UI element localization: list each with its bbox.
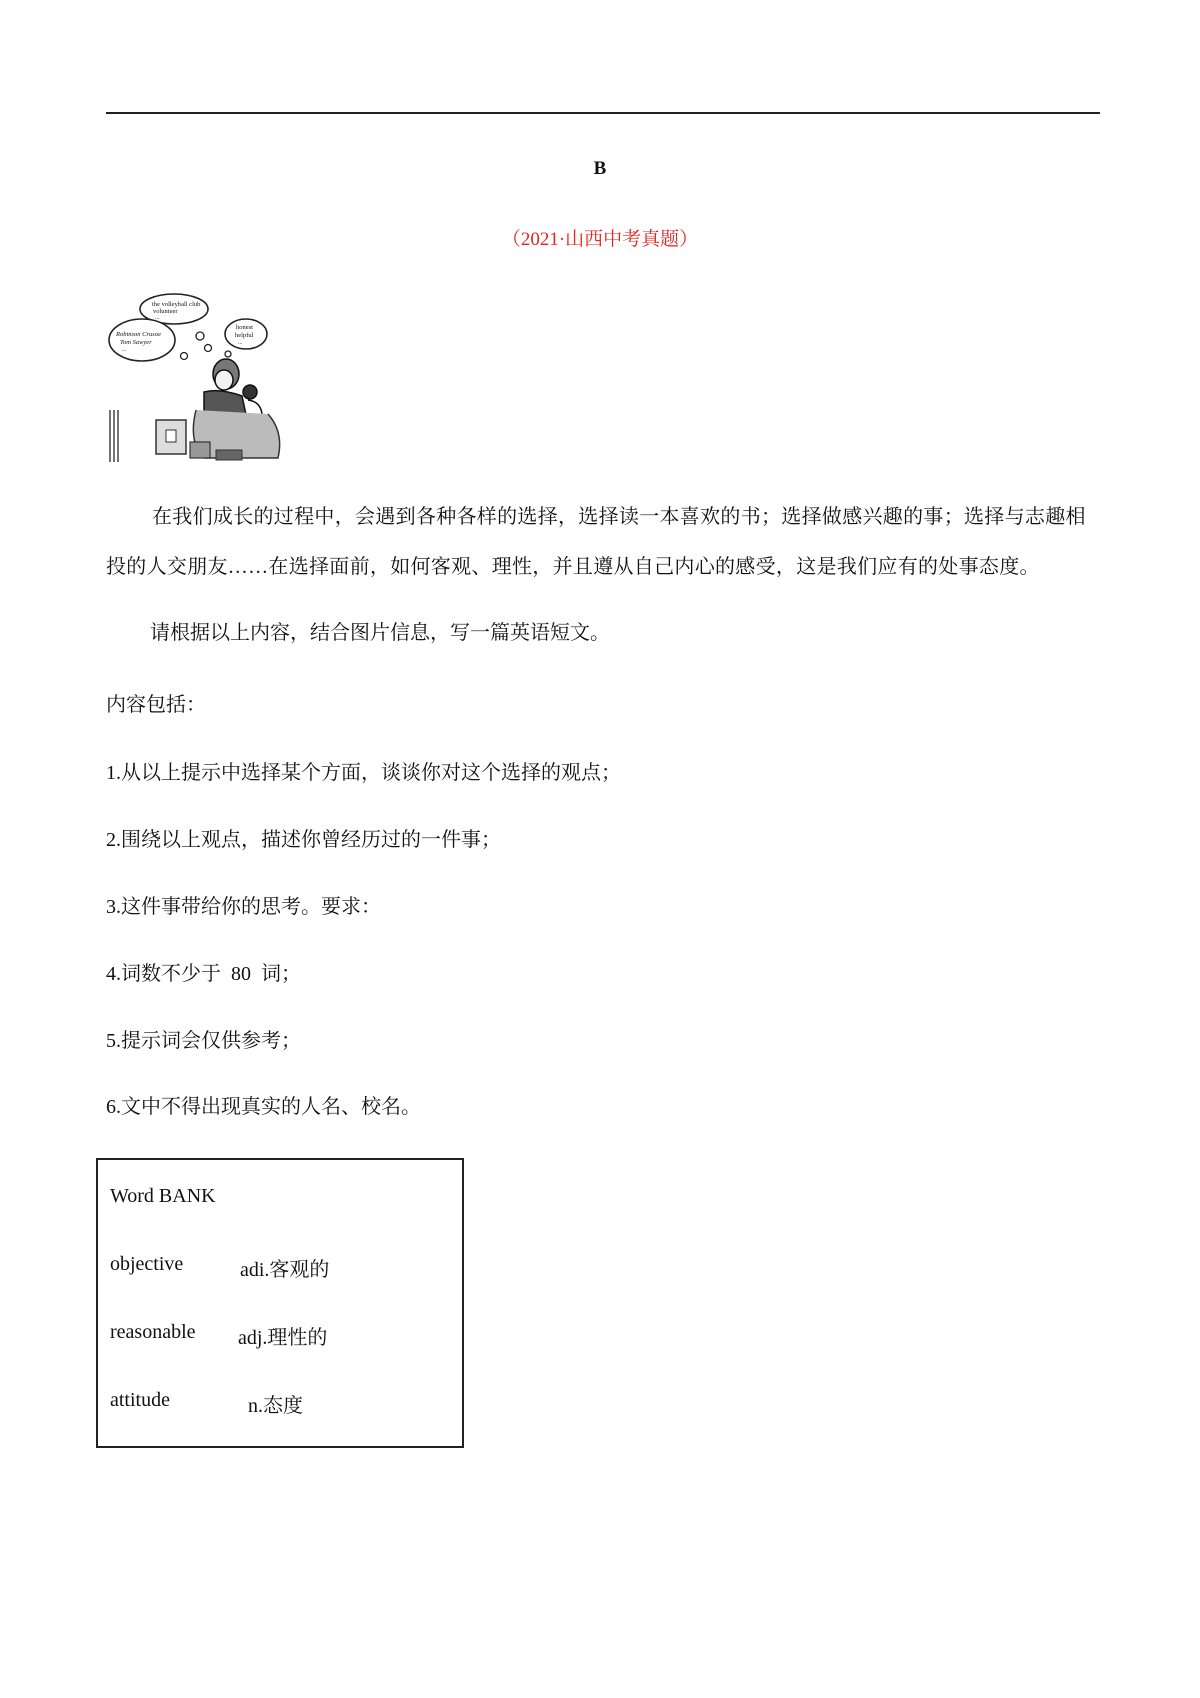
exam-source: （2021·山西中考真题） (501, 229, 699, 250)
bubble-2-line-2: helpful (235, 332, 254, 339)
bubble-2-line-1: honest (236, 324, 253, 331)
requirement-4: 4.词数不少于 80 词； (106, 963, 301, 985)
requirement-2: 2.围绕以上观点，描述你曾经历过的一件事； (106, 829, 501, 851)
word-bank-title: Word BANK (110, 1185, 216, 1207)
requirement-3: 3.这件事带给你的思考。要求： (106, 896, 381, 918)
requirement-1: 1.从以上提示中选择某个方面，谈谈你对这个选择的观点； (106, 762, 621, 784)
floor-box (190, 442, 210, 458)
content-heading: 内容包括： (106, 694, 206, 716)
bubble-1-line-1: the volleyball club (152, 301, 201, 308)
word-bank-word-2: reasonable (110, 1321, 196, 1343)
word-bank-definition-2: adj.理性的 (238, 1327, 328, 1349)
header-rule (106, 112, 1100, 114)
intro-paragraph: 在我们成长的过程中，会遇到各种各样的选择，选择读一本喜欢的书；选择做感兴趣的事；选择与志趣相投的人交朋友……在选择面前，如何客观、理性，并且遵从自己内心的感受，这是我们应有的处事态度。 (106, 506, 1086, 578)
word-bank-definition-1: adi.客观的 (240, 1259, 330, 1281)
section-label: B (593, 158, 607, 179)
requirement-6: 6.文中不得出现真实的人名、校名。 (106, 1096, 421, 1118)
bubble-1-line-2: volunteer (153, 308, 178, 315)
bubble-2-line-3: ... (238, 340, 243, 346)
illustration-thinking-student (108, 292, 290, 464)
bubble-3-line-1: Robinson Crusoe (116, 331, 161, 338)
bubble-1-line-3: ... (155, 315, 160, 321)
word-bank-word-1: objective (110, 1253, 184, 1275)
word-bank-word-3: attitude (110, 1389, 170, 1411)
wall-strip (110, 410, 118, 462)
bubble-3-line-2: Tom Sawyer (120, 339, 152, 346)
instruction: 请根据以上内容，结合图片信息，写一篇英语短文。 (150, 622, 610, 644)
word-bank-box (96, 1158, 464, 1448)
word-bank-definition-3: n.态度 (248, 1395, 303, 1417)
requirement-5: 5.提示词会仅供参考； (106, 1030, 301, 1052)
bubble-3-line-3: ... (122, 347, 127, 353)
